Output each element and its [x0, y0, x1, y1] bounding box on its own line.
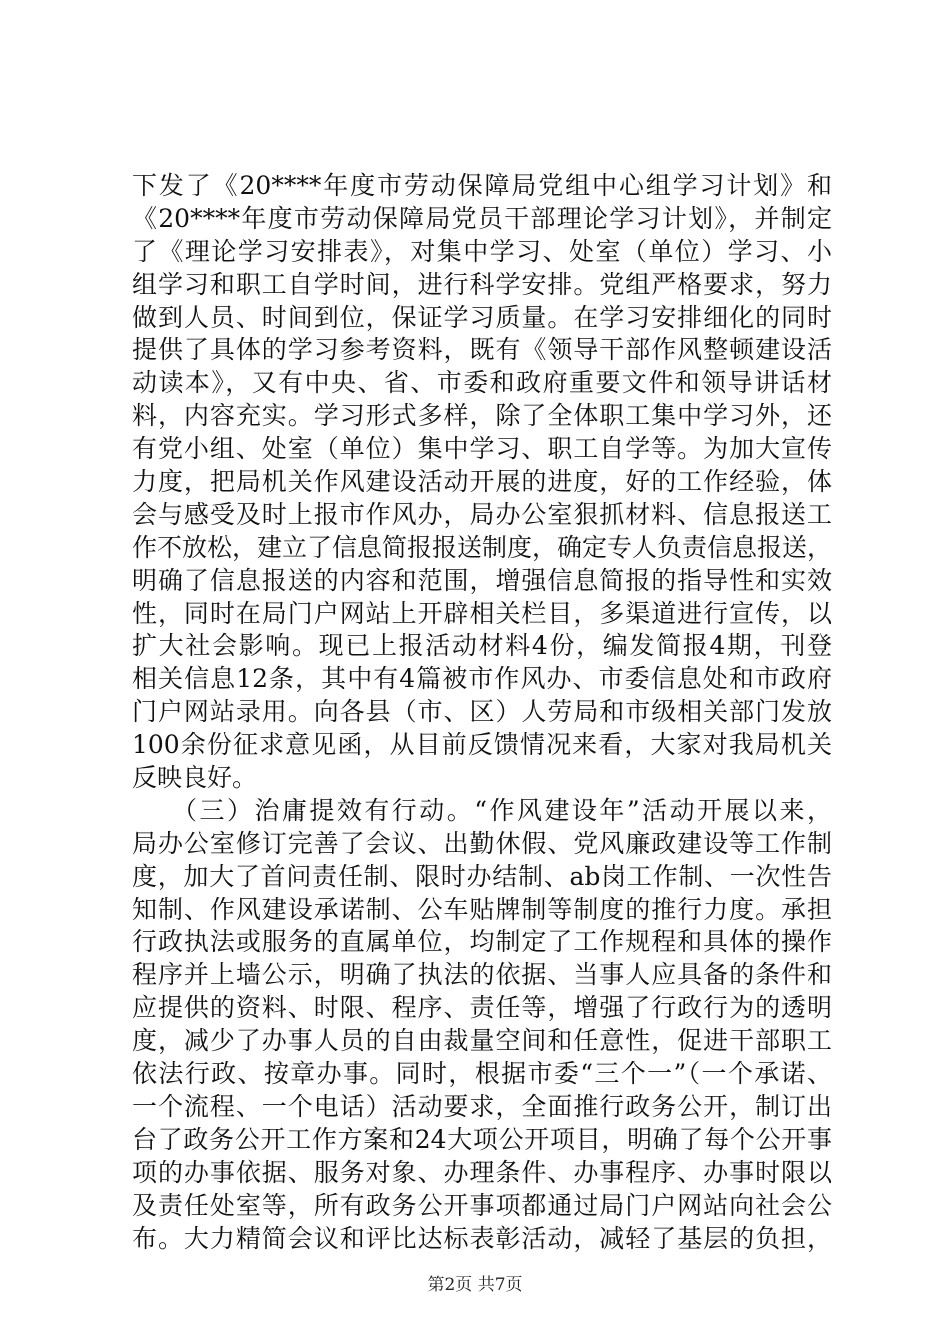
text-line: 度，加大了首问责任制、限时办结制、ab岗工作制、一次性告	[132, 861, 832, 891]
body-text	[132, 170, 832, 1255]
text-line: 组学习和职工自学时间，进行科学安排。党组严格要求，努力	[132, 269, 832, 299]
text-line: 扩大社会影响。现已上报活动材料4份，编发简报4期，刊登	[132, 631, 832, 661]
section-heading-line: （三）治庸提效有行动。“作风建设年”活动开展以来，	[172, 795, 832, 825]
text-line: 性，同时在局门户网站上开辟相关栏目，多渠道进行宣传，以	[132, 598, 832, 628]
text-line: 料，内容充实。学习形式多样，除了全体职工集中学习外，还	[132, 401, 832, 431]
text-line: 行政执法或服务的直属单位，均制定了工作规程和具体的操作	[132, 927, 832, 957]
text-line: 一个流程、一个电话）活动要求，全面推行政务公开，制订出	[132, 1091, 832, 1121]
text-line: 下发了《20****年度市劳动保障局党组中心组学习计划》和	[132, 171, 832, 200]
text-line: 做到人员、时间到位，保证学习质量。在学习安排细化的同时	[132, 302, 832, 332]
text-line: 相关信息12条，其中有4篇被市作风办、市委信息处和市政府	[132, 664, 832, 694]
text-line: 台了政务公开工作方案和24大项公开项目，明确了每个公开事	[132, 1124, 832, 1154]
text-line: 度，减少了办事人员的自由裁量空间和任意性，促进干部职工	[132, 1026, 832, 1056]
text-line: 知制、作风建设承诺制、公车贴牌制等制度的推行力度。承担	[132, 894, 832, 924]
text-line: 局办公室修订完善了会议、出勤休假、党风廉政建设等工作制	[132, 828, 832, 858]
text-line: 应提供的资料、时限、程序、责任等，增强了行政行为的透明	[132, 993, 832, 1023]
page-footer: 第2页 共7页	[427, 1275, 523, 1295]
paragraph-end-line: 反映良好。	[132, 763, 258, 793]
text-line: 《20****年度市劳动保障局党员干部理论学习计划》，并制定	[132, 203, 832, 233]
text-line: 作不放松，建立了信息简报报送制度，确定专人负责信息报送，	[132, 532, 833, 562]
text-line: 门户网站录用。向各县（市、区）人劳局和市级相关部门发放	[132, 697, 832, 727]
text-line: 及责任处室等，所有政务公开事项都通过局门户网站向社会公	[132, 1190, 832, 1220]
text-line: 100余份征求意见函，从目前反馈情况来看，大家对我局机关	[132, 730, 832, 760]
text-line: 动读本》，又有中央、省、市委和政府重要文件和领导讲话材	[132, 368, 832, 398]
text-line: 布。大力精简会议和评比达标表彰活动，减轻了基层的负担，	[132, 1223, 832, 1253]
text-line: 有党小组、处室（单位）集中学习、职工自学等。为加大宣传	[132, 434, 832, 464]
text-line: 力度，把局机关作风建设活动开展的进度，好的工作经验，体	[132, 467, 832, 497]
text-line: 项的办事依据、服务对象、办理条件、办事程序、办事时限以	[132, 1157, 832, 1187]
text-line: 程序并上墙公示，明确了执法的依据、当事人应具备的条件和	[132, 960, 832, 990]
text-line: 明确了信息报送的内容和范围，增强信息简报的指导性和实效	[132, 565, 832, 595]
text-line: 了《理论学习安排表》，对集中学习、处室（单位）学习、小	[132, 236, 832, 266]
text-line: 会与感受及时上报市作风办，局办公室狠抓材料、信息报送工	[132, 499, 832, 529]
text-line: 提供了具体的学习参考资料，既有《领导干部作风整顿建设活	[132, 335, 832, 365]
text-line: 依法行政、按章办事。同时，根据市委“三个一”（一个承诺、	[132, 1059, 832, 1089]
